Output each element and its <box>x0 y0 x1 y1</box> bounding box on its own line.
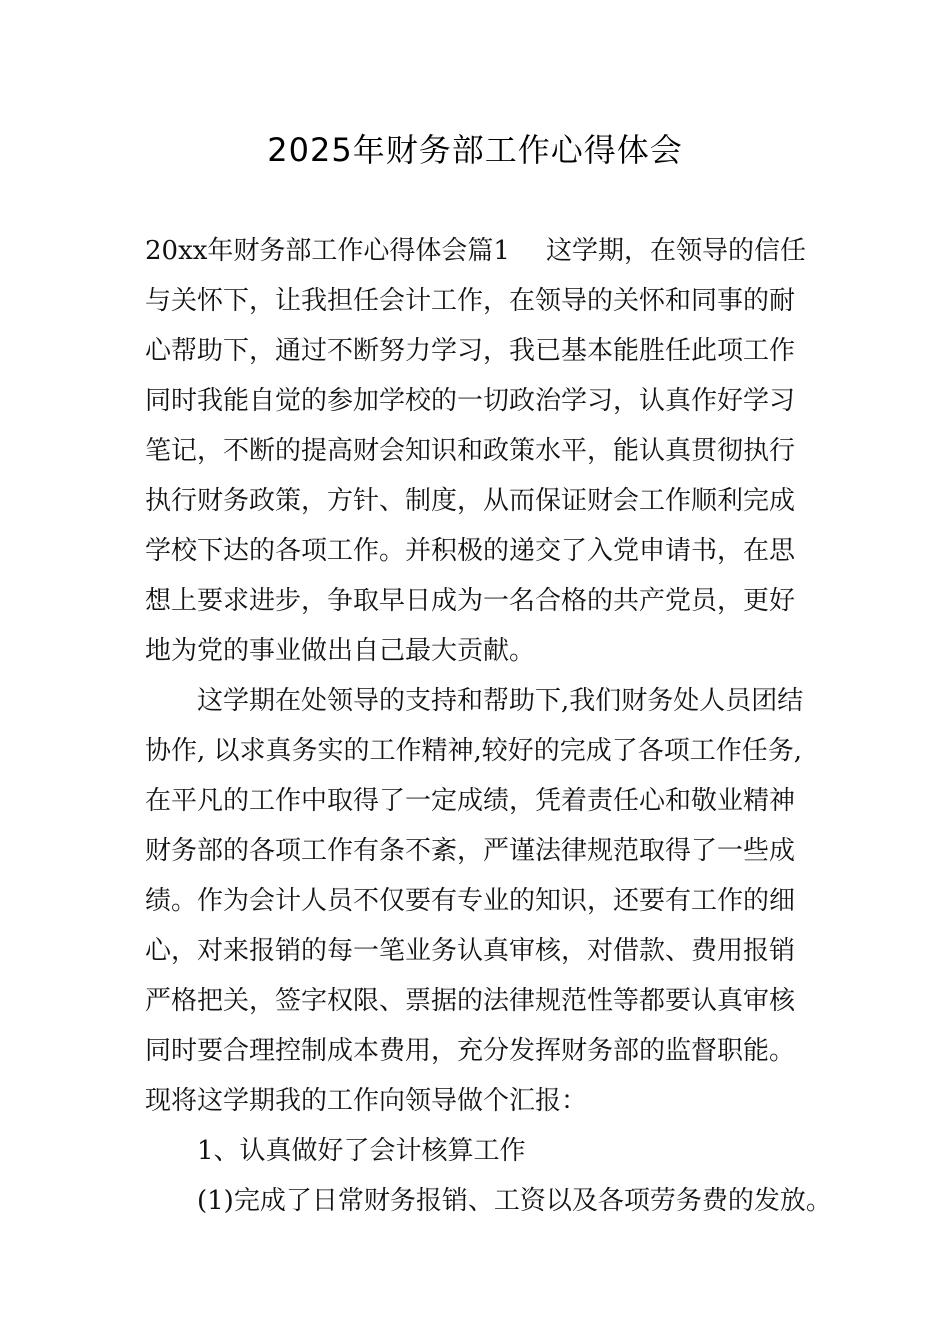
body-line-8: 想上要求进步，争取早日成为一名合格的共产党员，更好 <box>145 586 796 616</box>
body-line-1 <box>145 226 825 276</box>
document-body <box>145 226 832 1226</box>
body-line-2: 与关怀下，让我担任会计工作，在领导的关怀和同事的耐 <box>145 286 796 316</box>
body-line-11: 协作, 以求真务实的工作精神,较好的完成了各项工作任务, <box>145 736 803 766</box>
body-line-3: 心帮助下，通过不断努力学习，我已基本能胜任此项工作 <box>145 336 796 366</box>
document-title: 2025年财务部工作心得体会 <box>267 131 683 169</box>
section-heading-inline: 20xx年财务部工作心得体会篇1 <box>145 236 510 266</box>
list-subitem-1: (1)完成了日常财务报销、工资以及各项劳务费的发放。 <box>197 1186 832 1216</box>
body-line-5: 笔记，不断的提高财会知识和政策水平，能认真贯彻执行 <box>145 436 796 466</box>
list-item-heading-1: 1、认真做好了会计核算工作 <box>197 1136 526 1166</box>
body-line-1-text: 这学期，在领导的信任 <box>545 236 806 266</box>
body-line-15: 心，对来报销的每一笔业务认真审核，对借款、费用报销 <box>145 936 796 966</box>
body-line-16: 严格把关，签字权限、票据的法律规范性等都要认真审核 <box>145 986 796 1016</box>
body-line-7: 学校下达的各项工作。并积极的递交了入党申请书，在思 <box>145 536 796 566</box>
body-line-6: 执行财务政策，方针、制度，从而保证财会工作顺利完成 <box>145 486 796 516</box>
body-line-14: 绩。作为会计人员不仅要有专业的知识，还要有工作的细 <box>145 886 796 916</box>
body-line-13: 财务部的各项工作有条不紊，严谨法律规范取得了一些成 <box>145 836 796 866</box>
body-line-10: 这学期在处领导的支持和帮助下,我们财务处人员团结 <box>197 686 804 716</box>
body-line-18: 现将这学期我的工作向领导做个汇报： <box>145 1086 588 1116</box>
body-line-9: 地为党的事业做出自己最大贡献。 <box>145 636 536 666</box>
body-line-12: 在平凡的工作中取得了一定成绩，凭着责任心和敬业精神 <box>145 786 796 816</box>
body-line-4: 同时我能自觉的参加学校的一切政治学习，认真作好学习 <box>145 386 796 416</box>
body-line-17: 同时要合理控制成本费用，充分发挥财务部的监督职能。 <box>145 1036 796 1066</box>
